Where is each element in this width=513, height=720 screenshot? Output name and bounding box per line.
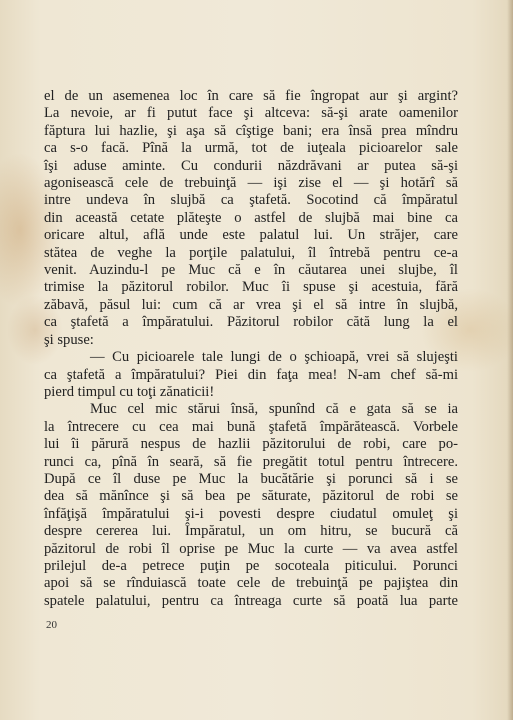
paragraph-start-line: Muc cel mic stărui însă, spunînd că e gata să se ia: [90, 401, 458, 418]
text-line: venit. Auzindu-l pe Muc că e în căutarea unei slujbe, îl: [44, 262, 458, 279]
text-line: ca s-o facă. Pînă la urmă, tot de iuţeala picioarelor sale: [44, 140, 458, 157]
text-line: despre cererea lui. Împăratul, un om hitru, se bucură că: [44, 523, 458, 540]
text-line: runci ca, pînă în seară, să fie pregătit totul pentru întrecere.: [44, 453, 458, 470]
text-line: el de un asemenea loc în care să fie îngropat aur şi argint?: [44, 88, 458, 104]
text-line: stătea de veghe la porţile palatului, îl întrebă pentru ce-a: [44, 244, 458, 261]
text-line: înfăţişă împăratului şi-i povesti despre ciudatul omuleţ şi: [44, 505, 458, 522]
page-number: 20: [46, 619, 57, 631]
text-line: La nevoie, ar fi putut face şi altceva: să-şi arate oamenilor: [44, 105, 458, 122]
text-line: îşi aduse aminte. Cu condurii năzdrăvani ar putea să-şi: [44, 157, 458, 174]
text-line: ca ştafetă a împăratului. Păzitorul robilor cătă lung la el: [44, 314, 458, 331]
text-line: oricare altul, află unde este palatul lui. Un străjer, care: [44, 227, 458, 244]
page-body-text: [44, 88, 458, 610]
text-line: După ce îl duse pe Muc la bucătărie şi porunci să i se: [44, 470, 458, 487]
text-line: agonisească cele de trebuinţă — işi zise el — şi hotărî să: [44, 175, 458, 192]
text-line: trimise la păzitorul robilor. Muc îi spuse şi acestuia, fără: [44, 279, 458, 296]
dialogue-line: — Cu picioarele tale lungi de o şchioapă, vrei să slujeşti: [90, 349, 458, 366]
text-line: lui îi părură nespus de hazlii păzitorului de robi, care po-: [44, 436, 458, 453]
text-line: ca ştafetă a împăratului? Piei din faţa mea! N-am chef să-mi: [44, 366, 458, 383]
text-line: prilejul de-a petrece puţin pe socoteala piticului. Porunci: [44, 557, 458, 574]
text-line: la întrecere cu cea mai bună ştafetă împărătească. Vorbele: [44, 418, 458, 435]
text-line: spatele palatului, pentru ca întreaga curte să poată lua parte: [44, 592, 458, 609]
text-line: păzitorul de robi îl oprise pe Muc la curte — va avea astfel: [44, 540, 458, 557]
text-line: din această cetate plăteşte o astfel de slujbă mai bine ca: [44, 209, 458, 226]
text-line: intre undeva în slujbă ca ştafetă. Socotind că împăratul: [44, 192, 458, 209]
text-line: dea să mănînce şi să bea pe săturate, păzitorul de robi se: [44, 488, 458, 505]
text-line: apoi să se rînduiască toate cele de trebuinţă pe pajiştea din: [44, 575, 458, 592]
text-line: zăbavă, păsul lui: cum că ar vrea şi el să intre în slujbă,: [44, 296, 458, 313]
text-line: pierd timpul cu toţi zănaticii!: [44, 383, 215, 400]
page-edge-shadow: [507, 0, 513, 720]
text-line: şi spuse:: [44, 331, 94, 348]
text-line: făptura lui hazlie, şi aşa să cîştige bani; era însă prea mîndru: [44, 122, 458, 139]
